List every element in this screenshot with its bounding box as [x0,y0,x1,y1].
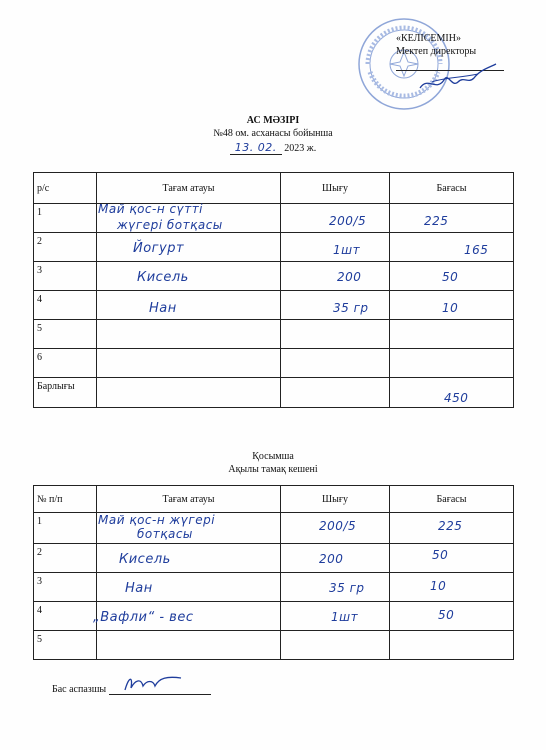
dish-yield: 1шт [331,610,359,624]
dish-price: 225 [438,519,463,533]
menu-date [0,141,546,155]
chef-signature-block [52,682,211,695]
row-number: 3 [37,265,42,276]
col-header-number: № п/п [34,486,97,513]
dish-yield: 1шт [333,243,361,257]
approval-title: «КЕЛІСЕМІН» [396,33,461,44]
section2-subtitle: Ақылы тамақ кешені [228,464,318,475]
dish-yield: 200 [337,270,362,284]
dish-name-line2: жүгері ботқасы [117,218,223,232]
dish-name-line1: Май қос-н жүгері [98,513,216,527]
dish-price: 10 [430,579,447,593]
table-row [34,544,514,573]
table-header-row [34,486,514,513]
chef-label: Бас аспазшы [52,684,107,695]
section2-title: Қосымша [252,451,294,462]
row-number: 5 [37,634,42,645]
dish-price: 165 [464,243,489,257]
dish-price: 10 [442,301,459,315]
table-row [34,320,514,349]
dish-name-line1: Май қос-н сүтті [98,202,204,216]
dish-name: Кисель [137,270,189,285]
row-number: 4 [37,294,42,305]
dish-price: 225 [424,214,449,228]
col-header-number: р/с [34,173,97,204]
dish-name: Кисель [119,552,171,567]
row-number: 1 [37,207,42,218]
dish-yield: 200/5 [319,519,357,533]
approval-role: Мектеп директоры [396,46,477,57]
dish-price: 50 [438,608,455,622]
director-signature [418,58,498,98]
row-number: 6 [37,352,42,363]
dish-name: Нан [149,301,177,316]
chef-signature [123,672,183,694]
dish-name: „Вафли“ - вес [93,610,194,625]
menu-title: АС МӘЗІРІ [246,115,300,126]
row-number: 5 [37,323,42,334]
dish-yield: 35 гр [329,581,365,595]
menu-table [33,172,514,408]
table-row [34,602,514,631]
row-number: 3 [37,576,42,587]
dish-yield: 200/5 [329,214,367,228]
chef-signature-line [109,682,211,695]
col-header-dish: Тағам атауы [97,173,281,204]
col-header-dish: Тағам атауы [97,486,281,513]
dish-name: Йогурт [133,241,185,256]
row-number: 2 [37,547,42,558]
dish-name-line2: ботқасы [137,527,193,541]
dish-yield: 200 [319,552,344,566]
table-row [34,291,514,320]
date-suffix: 2023 ж. [284,143,317,154]
table-row [34,573,514,602]
menu-subtitle: №48 ом. асханасы бойынша [213,128,333,139]
col-header-price: Бағасы [390,173,514,204]
table-row [34,204,514,233]
total-row [34,378,514,408]
total-value: 450 [444,391,469,405]
dish-name: Нан [125,581,153,596]
col-header-yield: Шығу [281,173,390,204]
total-label: Барлығы [37,381,75,392]
table-header-row [34,173,514,204]
date-handwritten: 13. 02. [230,141,282,155]
row-number: 2 [37,236,42,247]
row-number: 4 [37,605,42,616]
col-header-price: Бағасы [390,486,514,513]
dish-price: 50 [442,270,459,284]
table-row [34,349,514,378]
col-header-yield: Шығу [281,486,390,513]
dish-price: 50 [432,548,449,562]
paid-menu-table [33,485,514,660]
table-row [34,513,514,544]
table-row [34,233,514,262]
dish-yield: 35 гр [333,301,369,315]
table-row [34,631,514,660]
row-number: 1 [37,516,42,527]
table-row [34,262,514,291]
